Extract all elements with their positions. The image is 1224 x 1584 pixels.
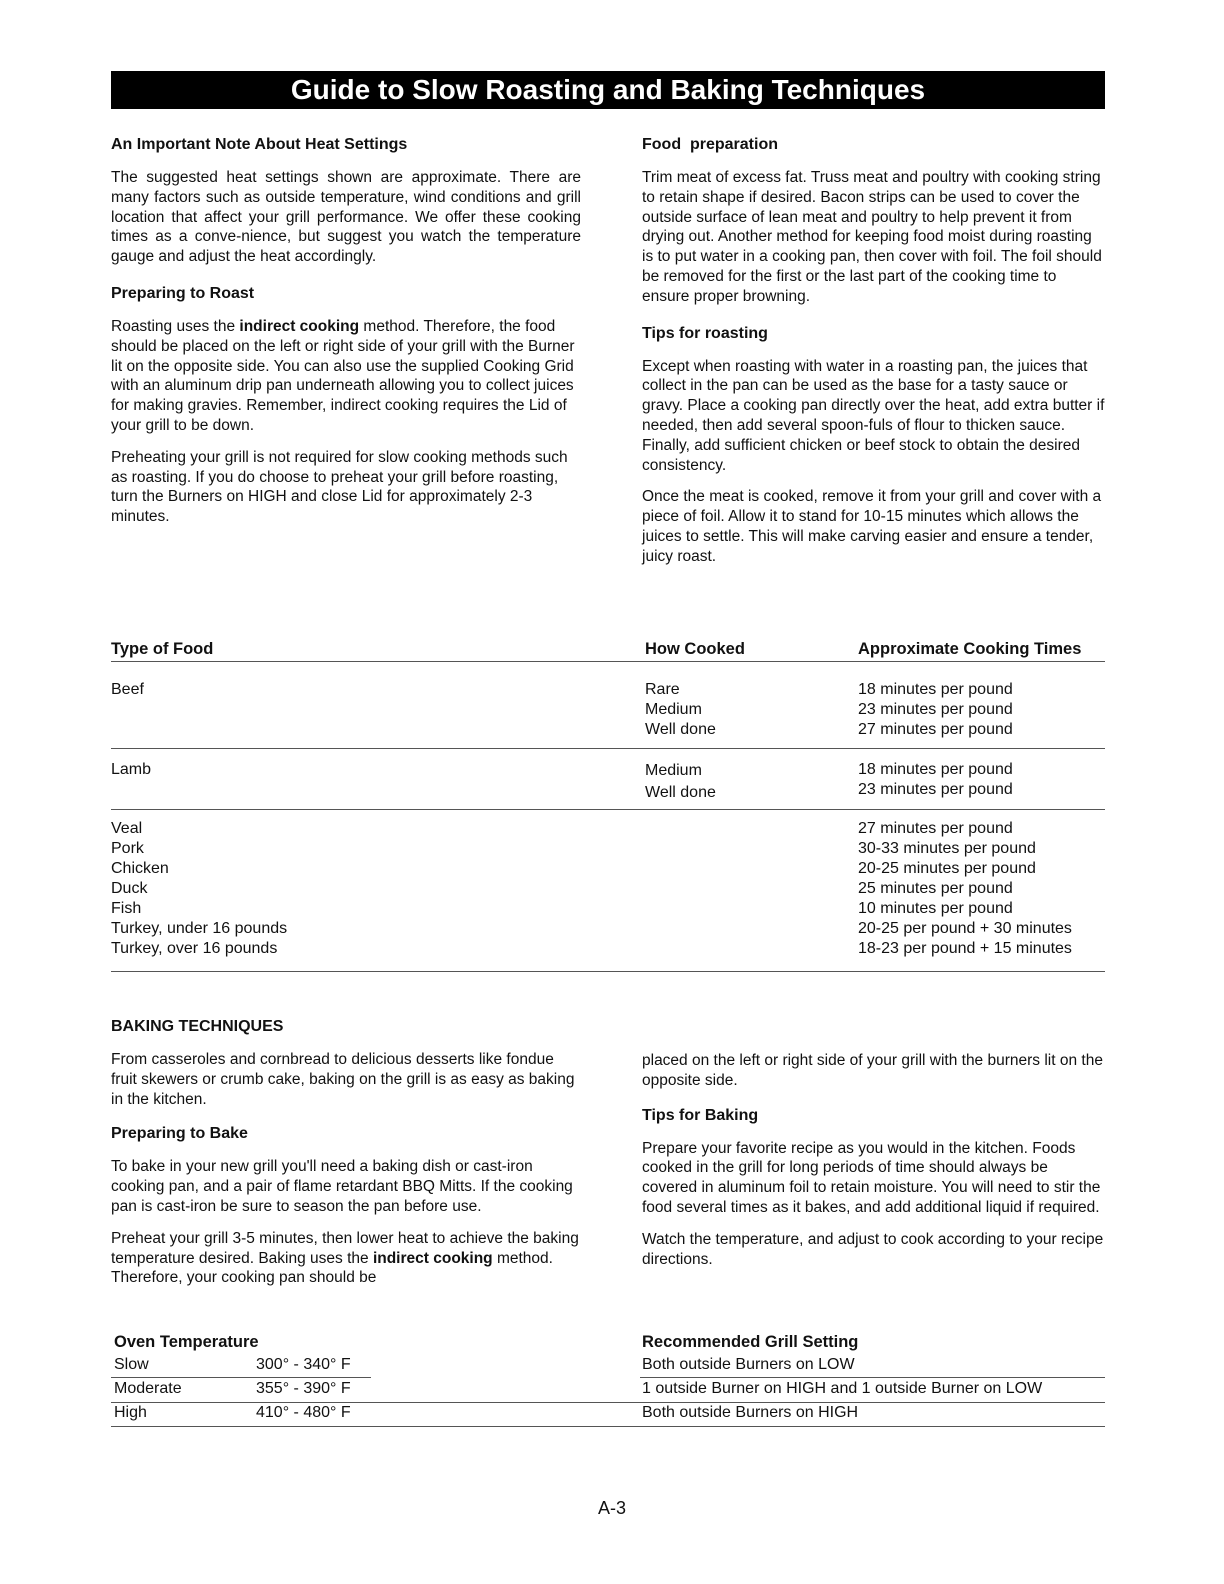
how-lamb: Medium Well done	[645, 762, 716, 801]
baking-continued-section	[642, 1051, 1105, 1281]
tips-baking-p1: Prepare your favorite recipe as you would in the kitchen. Foods cooked in the grill for long periods of time should always be covered in aluminum foil to retain moisture. You will need to stir the food several times as it bakes, and add additional liquid if required.	[642, 1139, 1101, 1216]
table-divider	[111, 809, 1105, 810]
preparing-bake-p1: To bake in your new grill you'll need a baking dish or cast-iron cooking pan, and a pair of flame retardant BBQ Mitts. If the cooking pan is cast-iron be sure to season the pan before use.	[111, 1158, 573, 1215]
oven-temp-high: 410° - 480° F	[256, 1404, 351, 1421]
oven-setting-slow: Both outside Burners on LOW	[642, 1356, 855, 1373]
preparing-roast-p2: Preheating your grill is not required for slow cooking methods such as roasting. If you do choose to preheat your grill before roasting, turn the Burners on HIGH and close Lid for approximately 2-3 minutes.	[111, 448, 568, 526]
time-beef: 18 minutes per pound 23 minutes per pound 27 minutes per pound	[858, 681, 1013, 738]
how-beef: Rare Medium Well done	[645, 681, 716, 738]
header-oven-temperature: Oven Temperature	[114, 1333, 259, 1351]
food-lamb: Lamb	[111, 761, 152, 778]
table-divider	[111, 1402, 1105, 1403]
heat-note-section	[111, 136, 581, 539]
header-type-of-food: Type of Food	[111, 640, 214, 658]
oven-name-slow: Slow	[114, 1356, 149, 1373]
oven-name-high: High	[114, 1404, 147, 1421]
indirect-cooking-bold: indirect cooking	[239, 317, 360, 335]
food-others: Veal Pork Chicken Duck Fish Turkey, under 16 pounds Turkey, over 16 pounds	[111, 820, 288, 957]
table-divider	[111, 661, 1105, 662]
tips-roasting-p2: Once the meat is cooked, remove it from your grill and cover with a piece of foil. Allow it to stand for 10-15 minutes which allows the juices to settle. This will make carving easier and ensure a tender, juicy roast.	[642, 488, 1102, 565]
tips-roasting-heading: Tips for roasting	[642, 324, 768, 342]
oven-setting-high: Both outside Burners on HIGH	[642, 1404, 859, 1421]
oven-name-moderate: Moderate	[114, 1380, 182, 1397]
preparing-bake-p2: Preheat your grill 3-5 minutes, then lower heat to achieve the baking temperature desired. Baking uses the indirect cooking method. Therefore, your cooking pan should be	[111, 1229, 579, 1287]
header-how-cooked: How Cooked	[645, 640, 745, 658]
oven-temp-slow: 300° - 340° F	[256, 1356, 351, 1373]
table-divider	[111, 971, 1105, 972]
tips-roasting-p1: Except when roasting with water in a roasting pan, the juices that collect in the pan can be used as the base for a tasty sauce or gravy. Place a cooking pan directly over the heat, add extra butter if needed, then add several spoon-fuls of flour to thicken sauce. Finally, add sufficient chicken or beef stock to obtain the desired consistency.	[642, 357, 1105, 474]
table-divider	[640, 1377, 1105, 1378]
food-prep-heading: Food preparation	[642, 136, 778, 153]
page-number: A-3	[597, 1498, 626, 1518]
header-grill-setting: Recommended Grill Setting	[642, 1333, 859, 1351]
tips-baking-heading: Tips for Baking	[642, 1106, 759, 1124]
tips-baking-p2: Watch the temperature, and adjust to cook according to your recipe directions.	[642, 1230, 1104, 1268]
heat-note-text: The suggested heat settings shown are approximate. There are many factors such as outside temperature, wind conditions and grill location that affect your grill performance. We offer these cooking times as a conve-nience, but suggest you watch the temperature gauge and adjust the heat accordingly.	[111, 169, 581, 266]
oven-temp-moderate: 355° - 390° F	[256, 1380, 351, 1397]
table-divider	[111, 748, 1105, 749]
food-beef: Beef	[111, 681, 144, 698]
baking-section	[111, 1018, 581, 1300]
page-title-banner: Guide to Slow Roasting and Baking Techniques	[111, 71, 1105, 109]
baking-heading: BAKING TECHNIQUES	[111, 1018, 284, 1035]
indirect-cooking-bold: indirect cooking	[372, 1249, 493, 1267]
preparing-roast-p1: Roasting uses the indirect cooking method. Therefore, the food should be placed on the left or right side of your grill with the Burner lit on the opposite side. You can also use the supplied Cooking Grid with an aluminum drip pan underneath allowing you to collect juices for making gravies. Remember, indirect cooking requires the Lid of your grill to be down.	[111, 317, 575, 434]
baking-intro: From casseroles and cornbread to delicious desserts like fondue fruit skewers or crumb cake, baking on the grill is as easy as baking in the kitchen.	[111, 1051, 575, 1108]
heat-note-heading: An Important Note About Heat Settings	[111, 136, 408, 153]
food-prep-text: Trim meat of excess fat. Truss meat and poultry with cooking string to retain shape if desired. Bacon strips can be used to cover the outside surface of lean meat and poultry to help prevent it from drying out. Another method for keeping food moist during roasting is to put water in a cooking pan, then cover with foil. The foil should be removed for the first or the last part of the cooking time to ensure proper browning.	[642, 169, 1102, 305]
table-divider	[111, 1377, 371, 1378]
time-others: 27 minutes per pound 30-33 minutes per pound 20-25 minutes per pound 25 minutes per pound 10 minutes per pound 20-25 per pound + 30 minutes 18-23 per pound + 15 minutes	[858, 820, 1072, 957]
header-cooking-times: Approximate Cooking Times	[858, 640, 1082, 658]
time-lamb: 18 minutes per pound 23 minutes per pound	[858, 761, 1013, 798]
food-prep-section	[642, 136, 1105, 579]
table-divider	[111, 1426, 1105, 1427]
preparing-bake-heading: Preparing to Bake	[111, 1125, 248, 1143]
oven-setting-moderate: 1 outside Burner on HIGH and 1 outside Burner on LOW	[642, 1380, 1043, 1397]
baking-continued-text: placed on the left or right side of your grill with the burners lit on the opposite side.	[642, 1052, 1103, 1089]
preparing-roast-heading: Preparing to Roast	[111, 284, 255, 302]
